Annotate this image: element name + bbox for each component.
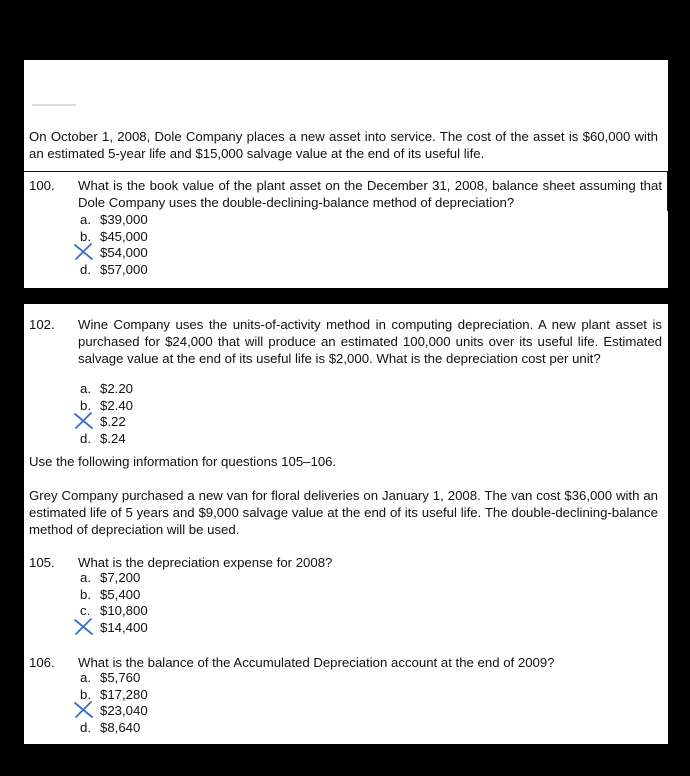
option-c: c. $10,800 [80,603,148,618]
option-d: d. $8,640 [80,719,141,735]
option-a: a. $5,760 [80,670,141,685]
question-105-options [80,570,148,636]
option-d-selected: $14,400 [80,620,148,637]
question-number-102: 102. [29,317,55,332]
x-mark-icon [80,620,100,637]
option-a: a. $2.20 [80,381,134,396]
option-c-selected: $54,000 [80,245,148,262]
option-c-selected: $23,040 [80,703,148,720]
question-number-100: 100. [29,178,55,193]
option-a: a. $7,200 [80,570,141,585]
question-number-106: 106. [29,655,55,670]
grey-company-paragraph: Grey Company purchased a new van for floral deliveries on January 1, 2008. The van cost $36,000 with an estimated life of 5 years and $9,000 salvage value at the end of its useful life. The double-declining-balance method of depreciation will be used. [29,488,658,537]
question-box-top-border [24,171,668,172]
option-a: a. $39,000 [80,212,148,227]
question-106-text: What is the balance of the Accumulated Depreciation account at the end of 2009? [78,655,555,670]
question-102-text: Wine Company uses the units-of-activity method in computing depreciation. A new plant asset is purchased for $24,000 that will produce an estimated 100,000 units over its useful life. Estimated salvage value at the end of its useful life is $2,000. What is the depreciation cost per unit? [78,317,662,366]
option-d: d. $.24 [80,430,126,446]
scan-smudge [32,104,76,106]
option-b: b. $2.40 [80,397,134,413]
option-b: b. $5,400 [80,586,141,602]
question-number-105: 105. [29,555,55,570]
x-mark-icon [80,245,100,262]
x-mark-icon [80,703,100,720]
question-100-text: What is the book value of the plant asset on the December 31, 2008, balance sheet assuming that Dole Company uses the double-declining-balance method of depreciation? [78,178,662,210]
question-106-options [80,670,148,736]
option-b: b. $17,280 [80,686,148,702]
question-page-2 [24,304,668,744]
question-100-options [80,212,148,278]
option-d: d. $57,000 [80,261,148,277]
question-box-right-border [667,171,668,211]
question-102-options [80,381,133,447]
dole-intro-paragraph: On October 1, 2008, Dole Company places a new asset into service. The cost of the asset is $60,000 with an estimated 5-year life and $15,000 salvage value at the end of its useful life. [29,129,658,161]
option-b: b. $45,000 [80,228,148,244]
use-info-heading: Use the following information for questions 105–106. [29,454,337,469]
question-105-text: What is the depreciation expense for 2008? [78,555,333,570]
x-mark-icon [80,414,100,431]
question-page-1 [24,60,668,288]
option-c-selected: $.22 [80,414,133,431]
